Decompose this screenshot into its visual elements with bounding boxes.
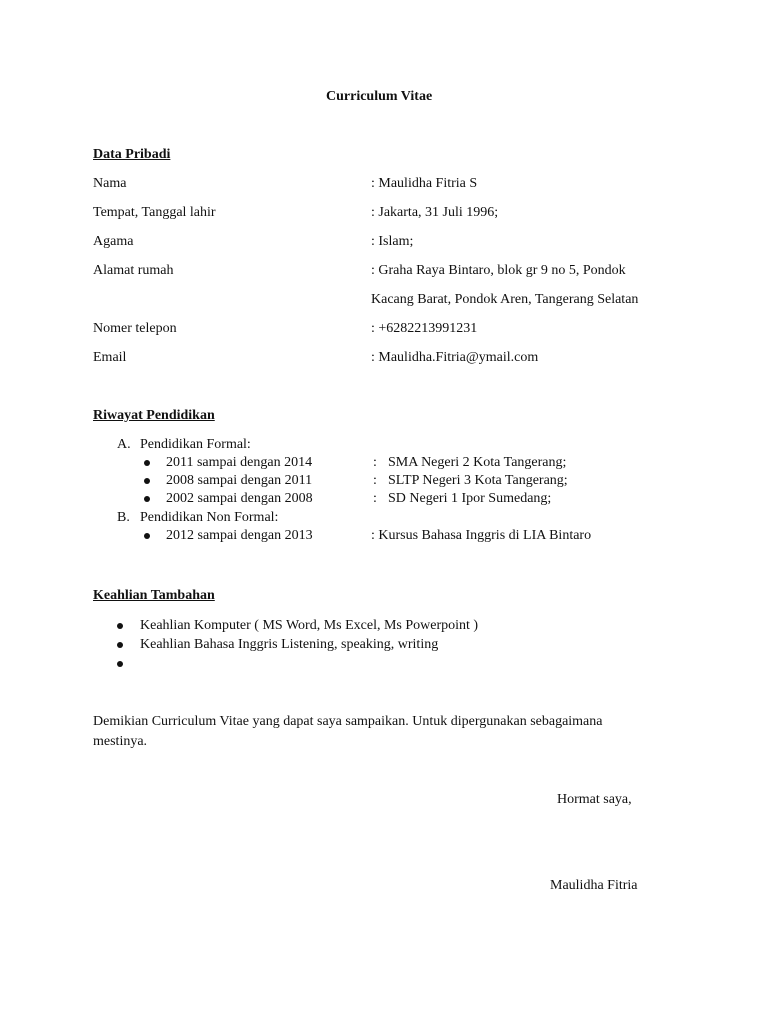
- formal-school: SMA Negeri 2 Kota Tangerang;: [388, 455, 567, 470]
- personal-value-ttl: : Jakarta, 31 Juli 1996;: [371, 205, 499, 220]
- closing-line-1: Demikian Curriculum Vitae yang dapat saya sampaikan. Untuk dipergunakan sebagaimana: [93, 714, 603, 729]
- personal-label-agama: Agama: [93, 234, 134, 249]
- personal-label-email: Email: [93, 350, 127, 365]
- personal-value-agama: : Islam;: [371, 234, 414, 249]
- nonformal-period: 2012 sampai dengan 2013: [166, 528, 313, 543]
- formal-marker: A.: [117, 437, 131, 452]
- bullet-icon: [144, 496, 150, 502]
- formal-colon: :: [373, 455, 377, 470]
- formal-period: 2008 sampai dengan 2011: [166, 473, 313, 488]
- document-title: Curriculum Vitae: [326, 89, 433, 104]
- formal-colon: :: [373, 473, 377, 488]
- formal-colon: :: [373, 491, 377, 506]
- formal-school: SD Negeri 1 Ipor Sumedang;: [388, 491, 552, 506]
- personal-value-nama: : Maulidha Fitria S: [371, 176, 478, 191]
- signature-name: Maulidha Fitria: [550, 878, 638, 893]
- skill-item: Keahlian Komputer ( MS Word, Ms Excel, Ms Powerpoint ): [140, 618, 479, 633]
- skills-heading: Keahlian Tambahan: [93, 588, 215, 603]
- personal-value-telepon: : +6282213991231: [371, 321, 478, 336]
- formal-label: Pendidikan Formal:: [140, 437, 251, 452]
- bullet-icon: [144, 533, 150, 539]
- formal-school: SLTP Negeri 3 Kota Tangerang;: [388, 473, 568, 488]
- bullet-icon: [117, 661, 123, 667]
- personal-label-telepon: Nomer telepon: [93, 321, 177, 336]
- personal-heading: Data Pribadi: [93, 147, 171, 162]
- personal-value-email: : Maulidha.Fitria@ymail.com: [371, 350, 539, 365]
- personal-label-nama: Nama: [93, 176, 127, 191]
- signature-greeting: Hormat saya,: [557, 792, 632, 807]
- personal-label-ttl: Tempat, Tanggal lahir: [93, 205, 216, 220]
- nonformal-marker: B.: [117, 510, 130, 525]
- personal-label-alamat: Alamat rumah: [93, 263, 174, 278]
- closing-line-2: mestinya.: [93, 734, 148, 749]
- nonformal-label: Pendidikan Non Formal:: [140, 510, 279, 525]
- personal-value-alamat: : Graha Raya Bintaro, blok gr 9 no 5, Pondok: [371, 263, 626, 278]
- formal-period: 2011 sampai dengan 2014: [166, 455, 313, 470]
- bullet-icon: [144, 460, 150, 466]
- bullet-icon: [117, 642, 123, 648]
- personal-value-alamat-cont: Kacang Barat, Pondok Aren, Tangerang Selatan: [371, 292, 639, 307]
- education-heading: Riwayat Pendidikan: [93, 408, 215, 423]
- bullet-icon: [117, 623, 123, 629]
- nonformal-school: : Kursus Bahasa Inggris di LIA Bintaro: [371, 528, 592, 543]
- bullet-icon: [144, 478, 150, 484]
- skill-item: Keahlian Bahasa Inggris Listening, speaking, writing: [140, 637, 439, 652]
- formal-period: 2002 sampai dengan 2008: [166, 491, 313, 506]
